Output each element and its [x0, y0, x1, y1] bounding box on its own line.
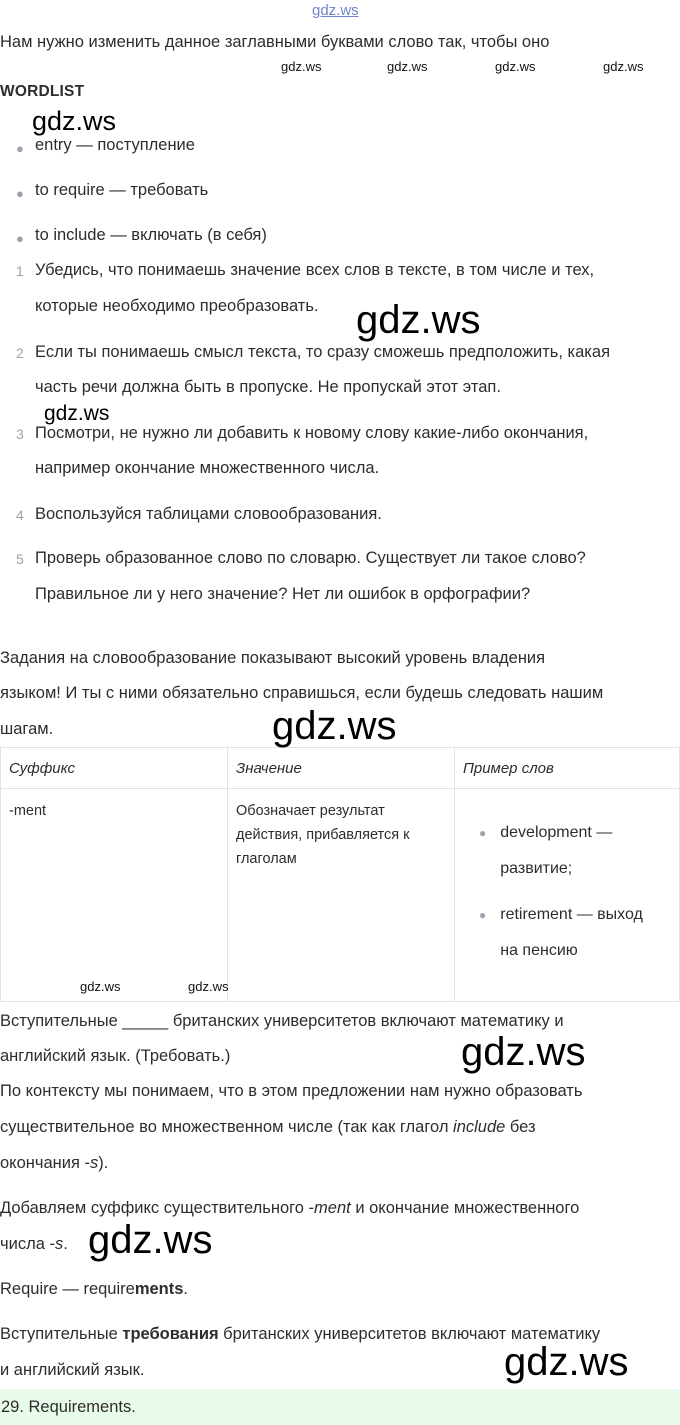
- watermark: gdz.ws: [281, 59, 322, 74]
- bullet-icon: ●: [16, 186, 24, 201]
- watermark: gdz.ws: [80, 979, 121, 994]
- step-text: Убедись, что понимаешь значение всех слов в тексте, в том числе и тех,: [35, 261, 595, 279]
- answer-bar: [0, 1389, 680, 1425]
- watermark: gdz.ws: [495, 59, 536, 74]
- watermark: gdz.ws: [32, 106, 117, 136]
- wordlist-item: to require — требовать: [35, 181, 209, 199]
- watermark: gdz.ws: [461, 1030, 586, 1074]
- suffix-table: [0, 747, 680, 1002]
- step-text: часть речи должна быть в пропуске. Не пропускай этот этап.: [35, 378, 501, 396]
- intro-text: Нам нужно изменить данное заглавными буквами слово так, чтобы оно: [0, 33, 550, 51]
- watermark-top[interactable]: gdz.ws: [312, 2, 359, 19]
- task-sentence: Вступительные _____ британских университетов включают математику и: [0, 1012, 564, 1030]
- wordlist-item: entry — поступление: [35, 136, 195, 154]
- conclusion-text: языком! И ты с ними обязательно справишься, если будешь следовать нашим: [0, 684, 604, 702]
- watermark: gdz.ws: [272, 704, 397, 748]
- step-number: 5: [16, 551, 24, 567]
- watermark: gdz.ws: [44, 402, 110, 425]
- answer-text: 29. Requirements.: [1, 1398, 136, 1416]
- wordlist-heading: WORDLIST: [0, 83, 85, 100]
- step-text: которые необходимо преобразовать.: [35, 297, 319, 315]
- example-line: retirement — выход: [500, 906, 643, 923]
- bullet-icon: ●: [16, 141, 24, 156]
- context-text: По контексту мы понимаем, что в этом предложении нам нужно образовать: [0, 1082, 583, 1100]
- step-number: 4: [16, 507, 24, 523]
- final-sentence: Вступительные требования британских университетов включают математику: [0, 1325, 601, 1343]
- table-cell-suffix: [1, 789, 228, 1002]
- step-text: Правильное ли у него значение? Нет ли ошибок в орфографии?: [35, 585, 531, 603]
- watermark: gdz.ws: [88, 1218, 213, 1262]
- conclusion-text: шагам.: [0, 720, 54, 738]
- example-line: развитие;: [500, 860, 573, 877]
- meaning-line: действия, прибавляется к: [236, 827, 410, 843]
- meaning-line: Обозначает результат: [236, 803, 385, 819]
- context-text: окончания -s).: [0, 1154, 109, 1172]
- wordlist-item: to include — включать (в себя): [35, 226, 267, 244]
- bullet-icon: ●: [479, 908, 487, 922]
- meaning-text: [236, 789, 446, 871]
- table-cell-meaning: [228, 789, 455, 1002]
- step-explanation: числа -s.: [0, 1235, 68, 1253]
- table-header: Значение: [228, 748, 455, 789]
- word-formation: Require — requirements.: [0, 1280, 189, 1298]
- watermark: gdz.ws: [356, 298, 481, 342]
- watermark: gdz.ws: [387, 59, 428, 74]
- table-header: Суффикс: [1, 748, 228, 789]
- bullet-icon: ●: [479, 826, 487, 840]
- watermark: gdz.ws: [603, 59, 644, 74]
- watermark: gdz.ws: [504, 1340, 629, 1384]
- watermark: gdz.ws: [188, 979, 229, 994]
- step-number: 2: [16, 345, 24, 361]
- conclusion-text: Задания на словообразование показывают высокий уровень владения: [0, 649, 546, 667]
- examples-list: [463, 789, 671, 969]
- meaning-line: глаголам: [236, 851, 297, 867]
- step-text: например окончание множественного числа.: [35, 459, 380, 477]
- step-text: Воспользуйся таблицами словообразования.: [35, 505, 382, 523]
- bullet-icon: ●: [16, 231, 24, 246]
- example-line: на пенсию: [500, 942, 578, 959]
- table-cell-examples: [455, 789, 680, 1002]
- example-item: [463, 815, 671, 887]
- step-text: Посмотри, не нужно ли добавить к новому слову какие-либо окончания,: [35, 424, 589, 442]
- example-line: development —: [500, 824, 613, 841]
- suffix-value: -ment: [9, 803, 47, 819]
- example-item: [463, 897, 671, 969]
- final-sentence: и английский язык.: [0, 1361, 145, 1379]
- step-number: 1: [16, 263, 24, 279]
- task-sentence: английский язык. (Требовать.): [0, 1047, 231, 1065]
- step-explanation: Добавляем суффикс существительного -ment и окончание множественного: [0, 1199, 580, 1217]
- context-text: существительное во множественном числе (так как глагол include без: [0, 1118, 536, 1136]
- step-text: Проверь образованное слово по словарю. Существует ли такое слово?: [35, 549, 586, 567]
- step-number: 3: [16, 426, 24, 442]
- table-header: Пример слов: [455, 748, 680, 789]
- step-text: Если ты понимаешь смысл текста, то сразу сможешь предположить, какая: [35, 343, 611, 361]
